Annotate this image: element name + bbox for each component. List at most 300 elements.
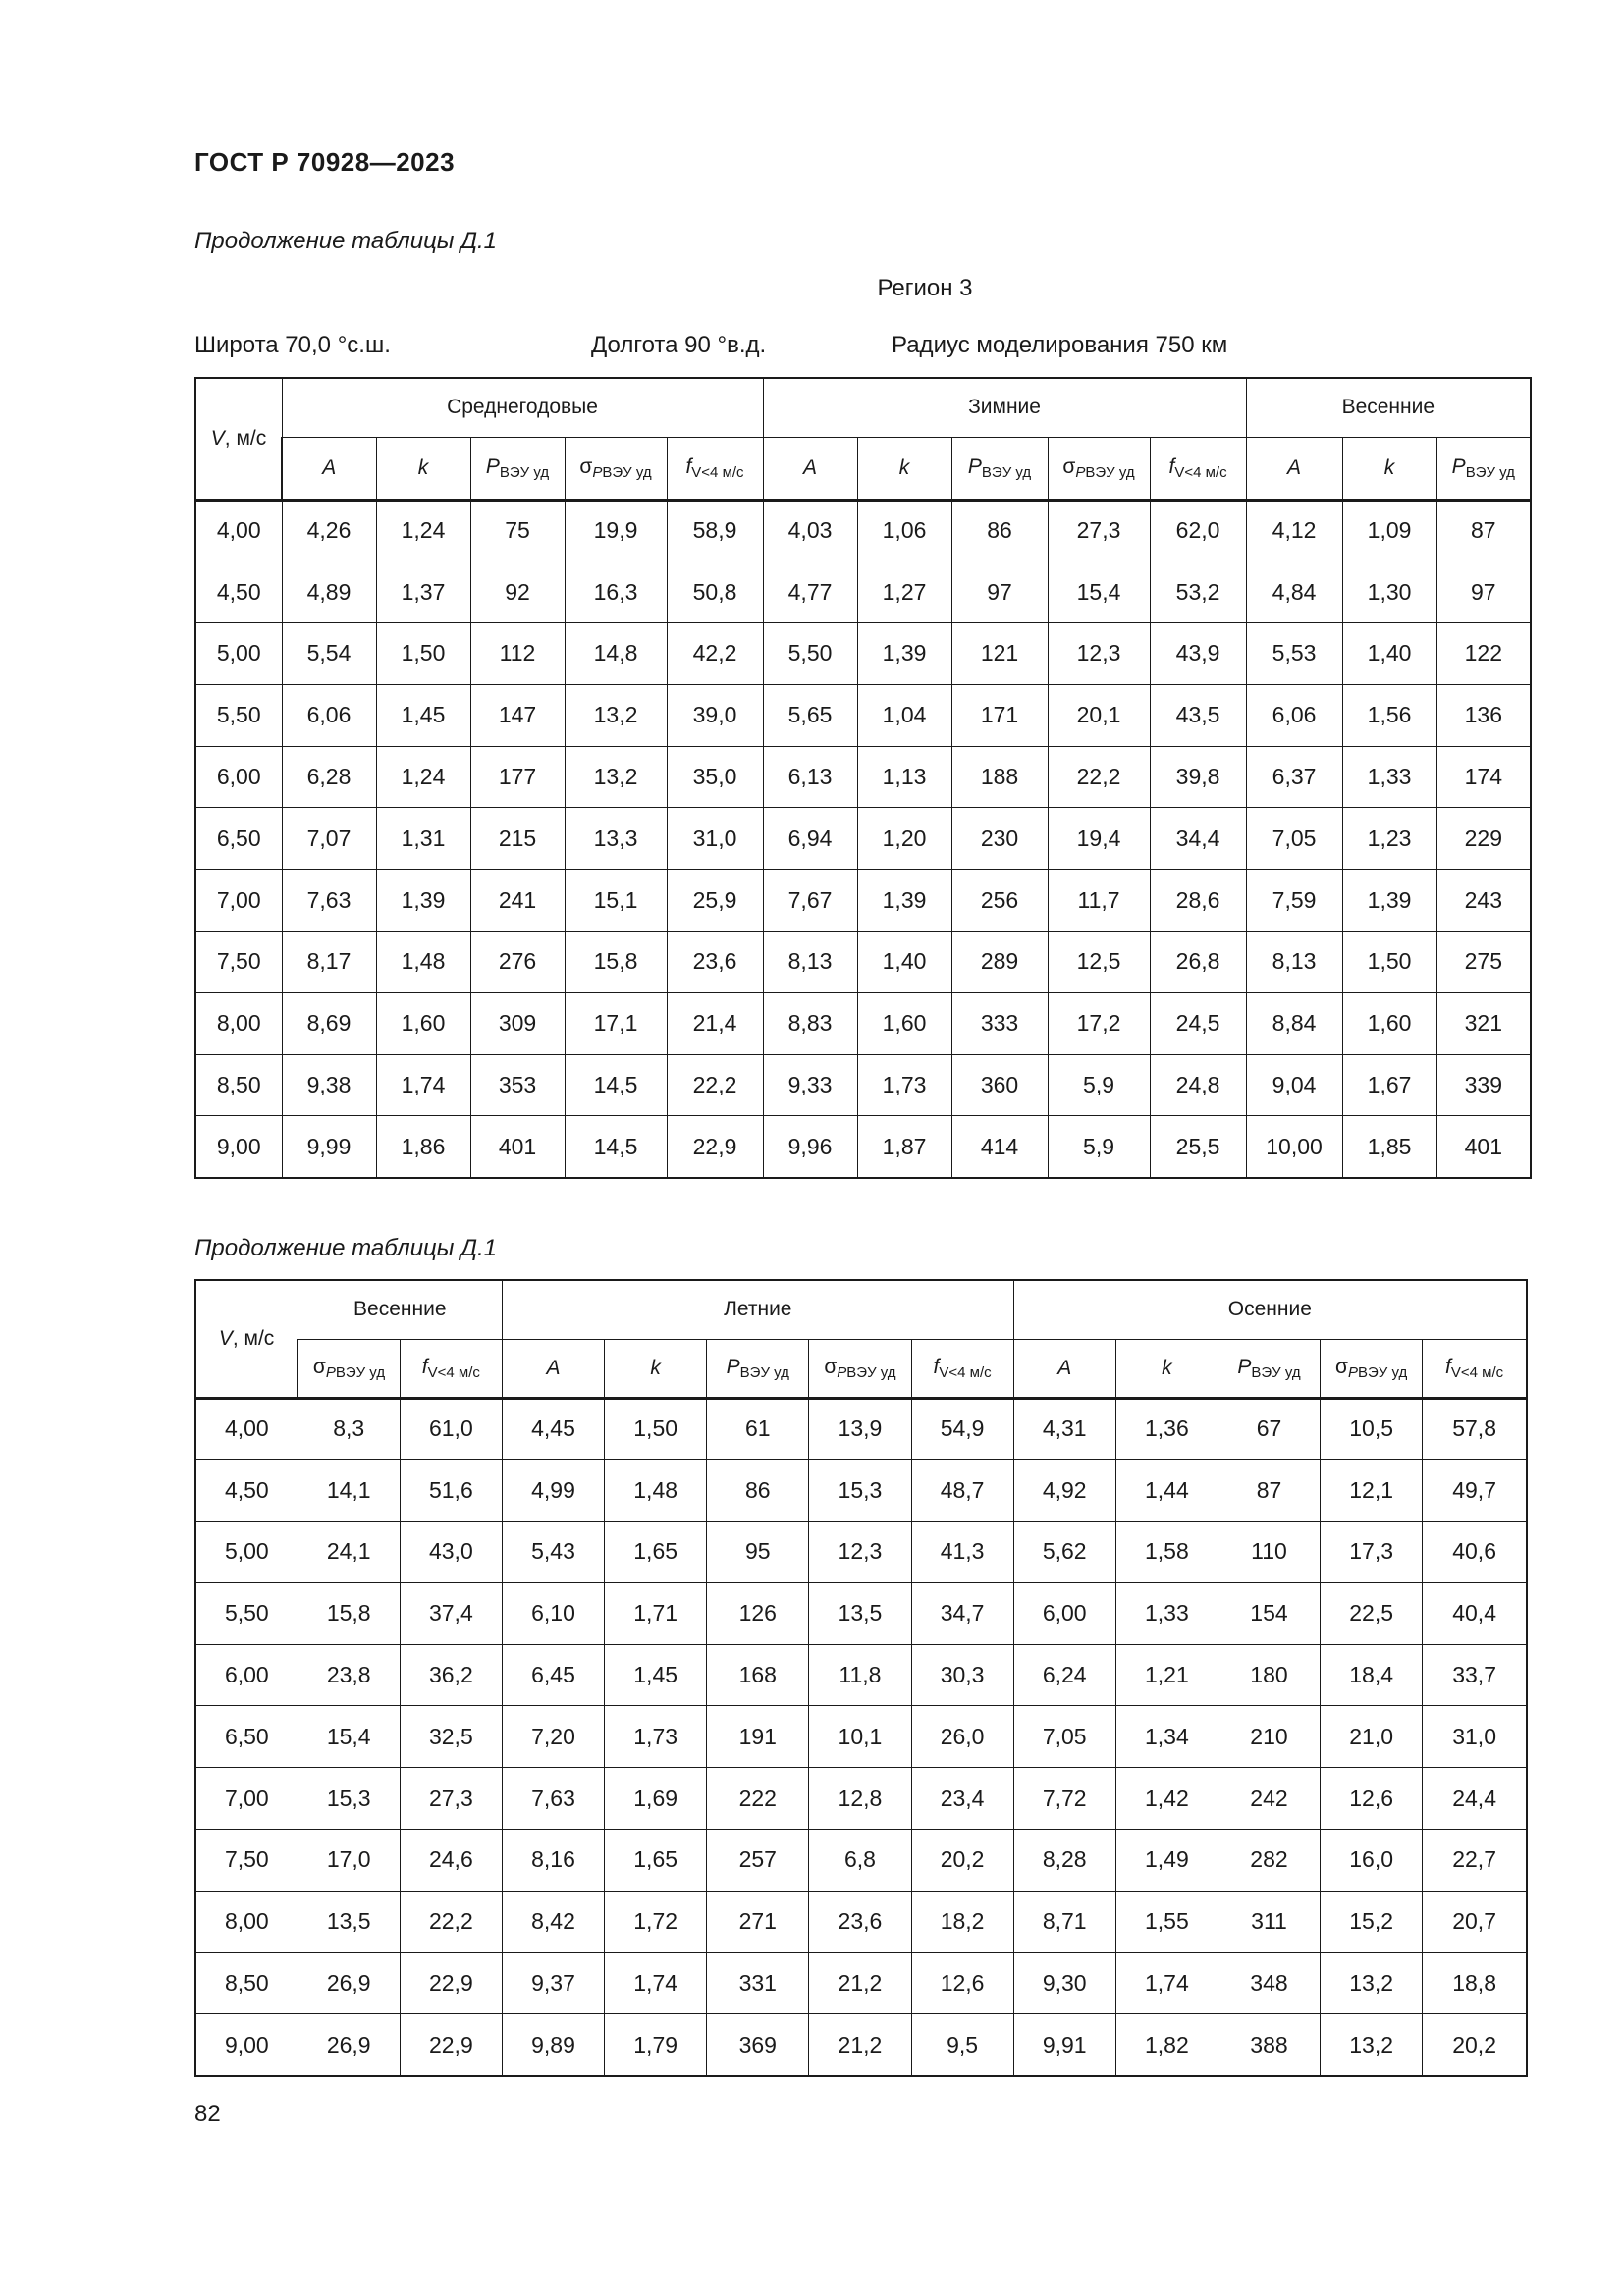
table-cell: 1,31 — [376, 808, 470, 870]
table-cell: 10,1 — [809, 1706, 911, 1768]
table-cell: 241 — [470, 870, 565, 932]
table-cell: 1,34 — [1115, 1706, 1218, 1768]
table-cell: 210 — [1218, 1706, 1320, 1768]
table-cell: 1,60 — [1342, 992, 1436, 1054]
table-cell: 31,0 — [1423, 1706, 1527, 1768]
table-cell: 257 — [707, 1830, 809, 1892]
speed-cell: 6,00 — [195, 1644, 298, 1706]
table-cell: 1,85 — [1342, 1116, 1436, 1178]
col-p-header: $P_{ВЭУ уд}$ — [1436, 437, 1531, 500]
table-cell: 1,21 — [1115, 1644, 1218, 1706]
subheader-row — [195, 437, 1531, 500]
table-cell: 13,3 — [565, 808, 667, 870]
table-cell: 6,06 — [282, 684, 376, 746]
table-cell: 25,5 — [1150, 1116, 1246, 1178]
table-cell: 20,2 — [911, 1830, 1013, 1892]
table-cell: 12,1 — [1321, 1460, 1423, 1522]
table-cell: 20,7 — [1423, 1891, 1527, 1952]
table-cell: 1,73 — [605, 1706, 707, 1768]
speed-cell: 7,00 — [195, 870, 282, 932]
table-cell: 24,8 — [1150, 1054, 1246, 1116]
table-cell: 180 — [1218, 1644, 1320, 1706]
table-cell: 5,50 — [763, 623, 857, 685]
table-cell: 168 — [707, 1644, 809, 1706]
table-cell: 5,9 — [1048, 1054, 1150, 1116]
speed-cell: 7,50 — [195, 1830, 298, 1892]
table-cell: 112 — [470, 623, 565, 685]
table-cell: 26,9 — [298, 2014, 400, 2076]
speed-cell: 4,50 — [195, 561, 282, 623]
table-cell: 12,5 — [1048, 932, 1150, 993]
table-cell: 24,4 — [1423, 1768, 1527, 1830]
table-cell: 1,50 — [376, 623, 470, 685]
table-cell: 22,5 — [1321, 1582, 1423, 1644]
speed-cell: 7,00 — [195, 1768, 298, 1830]
group-header: Осенние — [1013, 1280, 1527, 1339]
table-row — [195, 623, 1531, 685]
table-cell: 1,49 — [1115, 1830, 1218, 1892]
table-cell: 18,2 — [911, 1891, 1013, 1952]
table-cell: 23,8 — [298, 1644, 400, 1706]
table-cell: 136 — [1436, 684, 1531, 746]
table-cell: 6,28 — [282, 746, 376, 808]
table-cell: 1,74 — [376, 1054, 470, 1116]
table-cell: 122 — [1436, 623, 1531, 685]
table-cell: 121 — [951, 623, 1048, 685]
table-cell: 25,9 — [667, 870, 763, 932]
page-number: 82 — [194, 2101, 221, 2127]
table-cell: 14,1 — [298, 1460, 400, 1522]
table-cell: 34,4 — [1150, 808, 1246, 870]
table-cell: 1,36 — [1115, 1398, 1218, 1460]
table-row — [195, 1054, 1531, 1116]
table-cell: 282 — [1218, 1830, 1320, 1892]
table-cell: 7,07 — [282, 808, 376, 870]
table-cell: 8,84 — [1246, 992, 1342, 1054]
table-row — [195, 808, 1531, 870]
table-cell: 13,9 — [809, 1398, 911, 1460]
table-cell: 1,04 — [857, 684, 951, 746]
col-f-header: $f_{V<4 м/с}$ — [1150, 437, 1246, 500]
table-cell: 23,4 — [911, 1768, 1013, 1830]
table-cell: 24,1 — [298, 1522, 400, 1583]
table-cell: 1,42 — [1115, 1768, 1218, 1830]
col-p-header: $P_{ВЭУ уд}$ — [707, 1339, 809, 1398]
table-cell: 13,2 — [565, 684, 667, 746]
table-cell: 126 — [707, 1582, 809, 1644]
table-cell: 14,8 — [565, 623, 667, 685]
table-cell: 17,2 — [1048, 992, 1150, 1054]
col-k-header: k — [376, 437, 470, 500]
col-sigma-header: $\sigma_{PВЭУ уд}$ — [1048, 437, 1150, 500]
table-cell: 28,6 — [1150, 870, 1246, 932]
table-cell: 15,4 — [298, 1706, 400, 1768]
table-cell: 188 — [951, 746, 1048, 808]
table-cell: 27,3 — [1048, 500, 1150, 561]
table-cell: 1,60 — [857, 992, 951, 1054]
table-cell: 62,0 — [1150, 500, 1246, 561]
table-cell: 8,71 — [1013, 1891, 1115, 1952]
table-cell: 40,4 — [1423, 1582, 1527, 1644]
table-cell: 12,8 — [809, 1768, 911, 1830]
table-cell: 1,87 — [857, 1116, 951, 1178]
speed-cell: 9,00 — [195, 1116, 282, 1178]
table-cell: 5,54 — [282, 623, 376, 685]
table-cell: 42,2 — [667, 623, 763, 685]
table-row — [195, 932, 1531, 993]
group-header: Летние — [502, 1280, 1013, 1339]
col-a-header: A — [502, 1339, 604, 1398]
table-cell: 61,0 — [400, 1398, 502, 1460]
table-cell: 1,65 — [605, 1522, 707, 1583]
col-p-header: $P_{ВЭУ уд}$ — [951, 437, 1048, 500]
table-cell: 13,5 — [809, 1582, 911, 1644]
table-cell: 9,38 — [282, 1054, 376, 1116]
col-sigma-header: $\sigma_{PВЭУ уд}$ — [298, 1339, 400, 1398]
table-cell: 6,06 — [1246, 684, 1342, 746]
table-cell: 22,9 — [667, 1116, 763, 1178]
subheader-row — [195, 1339, 1527, 1398]
table-cell: 21,2 — [809, 1952, 911, 2014]
table-cell: 191 — [707, 1706, 809, 1768]
group-header: Среднегодовые — [282, 378, 763, 437]
speed-cell: 9,00 — [195, 2014, 298, 2076]
table-cell: 87 — [1436, 500, 1531, 561]
col-k-header: k — [857, 437, 951, 500]
table-cell: 11,7 — [1048, 870, 1150, 932]
group-header: Весенние — [1246, 378, 1531, 437]
table-caption-1: Продолжение таблицы Д.1 — [194, 228, 498, 254]
col-f-header: $f_{V<4 м/с}$ — [1423, 1339, 1527, 1398]
table-cell: 1,33 — [1115, 1582, 1218, 1644]
table-cell: 43,9 — [1150, 623, 1246, 685]
table-cell: 348 — [1218, 1952, 1320, 2014]
table-cell: 1,73 — [857, 1054, 951, 1116]
table-cell: 39,8 — [1150, 746, 1246, 808]
data-table-1 — [194, 377, 1532, 1179]
table-cell: 21,4 — [667, 992, 763, 1054]
table-cell: 22,2 — [1048, 746, 1150, 808]
table-cell: 6,37 — [1246, 746, 1342, 808]
table-cell: 9,5 — [911, 2014, 1013, 2076]
table-row — [195, 1830, 1527, 1892]
table-cell: 4,45 — [502, 1398, 604, 1460]
longitude-label: Долгота 90 °в.д. — [591, 332, 767, 358]
table-cell: 13,2 — [565, 746, 667, 808]
table-cell: 6,24 — [1013, 1644, 1115, 1706]
table-cell: 1,82 — [1115, 2014, 1218, 2076]
table-cell: 33,7 — [1423, 1644, 1527, 1706]
table-cell: 8,28 — [1013, 1830, 1115, 1892]
table-cell: 275 — [1436, 932, 1531, 993]
table-cell: 353 — [470, 1054, 565, 1116]
speed-cell: 8,00 — [195, 992, 282, 1054]
table-cell: 9,04 — [1246, 1054, 1342, 1116]
table-cell: 1,39 — [376, 870, 470, 932]
table-cell: 7,63 — [282, 870, 376, 932]
table-cell: 8,42 — [502, 1891, 604, 1952]
table-cell: 4,77 — [763, 561, 857, 623]
table-cell: 9,96 — [763, 1116, 857, 1178]
table-cell: 1,71 — [605, 1582, 707, 1644]
region-title: Регион 3 — [877, 275, 973, 301]
table-cell: 222 — [707, 1768, 809, 1830]
table-cell: 57,8 — [1423, 1398, 1527, 1460]
table-cell: 1,30 — [1342, 561, 1436, 623]
table-cell: 5,43 — [502, 1522, 604, 1583]
table-cell: 12,3 — [1048, 623, 1150, 685]
table-cell: 48,7 — [911, 1460, 1013, 1522]
speed-cell: 4,00 — [195, 1398, 298, 1460]
table-cell: 229 — [1436, 808, 1531, 870]
table-cell: 15,3 — [809, 1460, 911, 1522]
table-cell: 92 — [470, 561, 565, 623]
table-cell: 1,39 — [1342, 870, 1436, 932]
table-cell: 16,0 — [1321, 1830, 1423, 1892]
table-cell: 10,00 — [1246, 1116, 1342, 1178]
table-row — [195, 2014, 1527, 2076]
table-row — [195, 1460, 1527, 1522]
table-cell: 1,27 — [857, 561, 951, 623]
table-cell: 86 — [707, 1460, 809, 1522]
table-cell: 61 — [707, 1398, 809, 1460]
table-cell: 1,56 — [1342, 684, 1436, 746]
latitude-label: Широта 70,0 °с.ш. — [194, 332, 391, 358]
table-row — [195, 992, 1531, 1054]
table-cell: 26,8 — [1150, 932, 1246, 993]
data-table-2 — [194, 1279, 1528, 2077]
table-row — [195, 1644, 1527, 1706]
table-cell: 1,45 — [605, 1644, 707, 1706]
table-cell: 32,5 — [400, 1706, 502, 1768]
table-cell: 1,37 — [376, 561, 470, 623]
table-cell: 7,05 — [1246, 808, 1342, 870]
table-cell: 8,13 — [763, 932, 857, 993]
table-cell: 1,40 — [857, 932, 951, 993]
table-cell: 10,5 — [1321, 1398, 1423, 1460]
table-cell: 30,3 — [911, 1644, 1013, 1706]
table-cell: 1,50 — [1342, 932, 1436, 993]
col-sigma-header: $\sigma_{PВЭУ уд}$ — [809, 1339, 911, 1398]
table-cell: 1,23 — [1342, 808, 1436, 870]
table-cell: 53,2 — [1150, 561, 1246, 623]
table-cell: 154 — [1218, 1582, 1320, 1644]
table-cell: 242 — [1218, 1768, 1320, 1830]
table-cell: 401 — [1436, 1116, 1531, 1178]
table-cell: 15,4 — [1048, 561, 1150, 623]
table-cell: 414 — [951, 1116, 1048, 1178]
table-cell: 8,17 — [282, 932, 376, 993]
table-cell: 39,0 — [667, 684, 763, 746]
table-cell: 12,3 — [809, 1522, 911, 1583]
table-cell: 22,9 — [400, 1952, 502, 2014]
table-cell: 11,8 — [809, 1644, 911, 1706]
table-cell: 1,40 — [1342, 623, 1436, 685]
speed-cell: 7,50 — [195, 932, 282, 993]
v-header: V, м/с — [195, 1280, 298, 1398]
table-cell: 58,9 — [667, 500, 763, 561]
table-cell: 6,8 — [809, 1830, 911, 1892]
table-cell: 331 — [707, 1952, 809, 2014]
table-cell: 1,79 — [605, 2014, 707, 2076]
radius-label: Радиус моделирования 750 км — [892, 332, 1228, 358]
col-a-header: A — [282, 437, 376, 500]
col-k-header: k — [605, 1339, 707, 1398]
table-cell: 110 — [1218, 1522, 1320, 1583]
table-cell: 13,2 — [1321, 2014, 1423, 2076]
col-a-header: A — [1013, 1339, 1115, 1398]
table-cell: 8,69 — [282, 992, 376, 1054]
document-code: ГОСТ Р 70928—2023 — [194, 147, 456, 177]
table-cell: 15,8 — [298, 1582, 400, 1644]
table-cell: 339 — [1436, 1054, 1531, 1116]
table-cell: 22,2 — [400, 1891, 502, 1952]
table-cell: 13,2 — [1321, 1952, 1423, 2014]
table-cell: 321 — [1436, 992, 1531, 1054]
table-cell: 1,39 — [857, 623, 951, 685]
table-cell: 17,3 — [1321, 1522, 1423, 1583]
col-sigma-header: $\sigma_{PВЭУ уд}$ — [565, 437, 667, 500]
col-p-header: $P_{ВЭУ уд}$ — [470, 437, 565, 500]
table-cell: 333 — [951, 992, 1048, 1054]
table-cell: 14,5 — [565, 1054, 667, 1116]
table-cell: 1,24 — [376, 500, 470, 561]
speed-cell: 5,00 — [195, 1522, 298, 1583]
table-cell: 43,0 — [400, 1522, 502, 1583]
table-cell: 1,24 — [376, 746, 470, 808]
table-cell: 7,67 — [763, 870, 857, 932]
speed-cell: 8,00 — [195, 1891, 298, 1952]
speed-cell: 5,50 — [195, 684, 282, 746]
table-cell: 271 — [707, 1891, 809, 1952]
table-row — [195, 500, 1531, 561]
group-header: Весенние — [298, 1280, 502, 1339]
table-cell: 230 — [951, 808, 1048, 870]
table-row — [195, 1952, 1527, 2014]
table-cell: 15,8 — [565, 932, 667, 993]
group-header: Зимние — [763, 378, 1246, 437]
table-cell: 50,8 — [667, 561, 763, 623]
table-cell: 97 — [951, 561, 1048, 623]
table-cell: 41,3 — [911, 1522, 1013, 1583]
table-cell: 7,20 — [502, 1706, 604, 1768]
table-cell: 1,13 — [857, 746, 951, 808]
table-cell: 1,39 — [857, 870, 951, 932]
table-cell: 7,59 — [1246, 870, 1342, 932]
table-cell: 9,91 — [1013, 2014, 1115, 2076]
table-cell: 12,6 — [911, 1952, 1013, 2014]
table-cell: 1,74 — [605, 1952, 707, 2014]
col-f-header: $f_{V<4 м/с}$ — [667, 437, 763, 500]
table-cell: 1,60 — [376, 992, 470, 1054]
v-header: V, м/с — [195, 378, 282, 500]
table-cell: 8,3 — [298, 1398, 400, 1460]
table-cell: 1,72 — [605, 1891, 707, 1952]
table-cell: 31,0 — [667, 808, 763, 870]
table-row — [195, 1706, 1527, 1768]
table-cell: 26,0 — [911, 1706, 1013, 1768]
table-cell: 360 — [951, 1054, 1048, 1116]
col-a-header: A — [763, 437, 857, 500]
col-k-header: k — [1342, 437, 1436, 500]
table-cell: 1,20 — [857, 808, 951, 870]
table-cell: 5,65 — [763, 684, 857, 746]
table-cell: 6,94 — [763, 808, 857, 870]
table-cell: 1,50 — [605, 1398, 707, 1460]
table-cell: 24,5 — [1150, 992, 1246, 1054]
table-cell: 27,3 — [400, 1768, 502, 1830]
table-cell: 87 — [1218, 1460, 1320, 1522]
table-cell: 1,67 — [1342, 1054, 1436, 1116]
table-cell: 174 — [1436, 746, 1531, 808]
table-cell: 21,2 — [809, 2014, 911, 2076]
table-cell: 20,1 — [1048, 684, 1150, 746]
table-cell: 14,5 — [565, 1116, 667, 1178]
table-cell: 5,9 — [1048, 1116, 1150, 1178]
table-cell: 1,65 — [605, 1830, 707, 1892]
speed-cell: 5,50 — [195, 1582, 298, 1644]
table-cell: 18,4 — [1321, 1644, 1423, 1706]
table-cell: 97 — [1436, 561, 1531, 623]
table-cell: 67 — [1218, 1398, 1320, 1460]
speed-cell: 8,50 — [195, 1952, 298, 2014]
speed-cell: 6,50 — [195, 808, 282, 870]
table-cell: 15,2 — [1321, 1891, 1423, 1952]
col-a-header: A — [1246, 437, 1342, 500]
table-cell: 309 — [470, 992, 565, 1054]
table-cell: 24,6 — [400, 1830, 502, 1892]
speed-cell: 6,00 — [195, 746, 282, 808]
col-f-header: $f_{V<4 м/с}$ — [911, 1339, 1013, 1398]
table-cell: 17,1 — [565, 992, 667, 1054]
table-cell: 43,5 — [1150, 684, 1246, 746]
table-cell: 49,7 — [1423, 1460, 1527, 1522]
table-cell: 6,45 — [502, 1644, 604, 1706]
table-cell: 369 — [707, 2014, 809, 2076]
table-row — [195, 870, 1531, 932]
table-cell: 8,16 — [502, 1830, 604, 1892]
table-cell: 215 — [470, 808, 565, 870]
table-cell: 20,2 — [1423, 2014, 1527, 2076]
table-cell: 1,48 — [605, 1460, 707, 1522]
table-cell: 6,10 — [502, 1582, 604, 1644]
table-row — [195, 1398, 1527, 1460]
table-cell: 6,13 — [763, 746, 857, 808]
table-cell: 4,12 — [1246, 500, 1342, 561]
table-cell: 1,69 — [605, 1768, 707, 1830]
table-cell: 7,72 — [1013, 1768, 1115, 1830]
table-row — [195, 746, 1531, 808]
table-cell: 1,33 — [1342, 746, 1436, 808]
table-cell: 34,7 — [911, 1582, 1013, 1644]
table-cell: 7,63 — [502, 1768, 604, 1830]
table-cell: 86 — [951, 500, 1048, 561]
table-cell: 1,09 — [1342, 500, 1436, 561]
table-cell: 1,55 — [1115, 1891, 1218, 1952]
table-cell: 23,6 — [667, 932, 763, 993]
table-cell: 19,4 — [1048, 808, 1150, 870]
table-cell: 22,9 — [400, 2014, 502, 2076]
speed-cell: 4,50 — [195, 1460, 298, 1522]
table-cell: 1,44 — [1115, 1460, 1218, 1522]
table-cell: 1,06 — [857, 500, 951, 561]
table-row — [195, 1891, 1527, 1952]
table-cell: 37,4 — [400, 1582, 502, 1644]
table-cell: 256 — [951, 870, 1048, 932]
table-cell: 276 — [470, 932, 565, 993]
table-cell: 16,3 — [565, 561, 667, 623]
table-cell: 1,74 — [1115, 1952, 1218, 2014]
